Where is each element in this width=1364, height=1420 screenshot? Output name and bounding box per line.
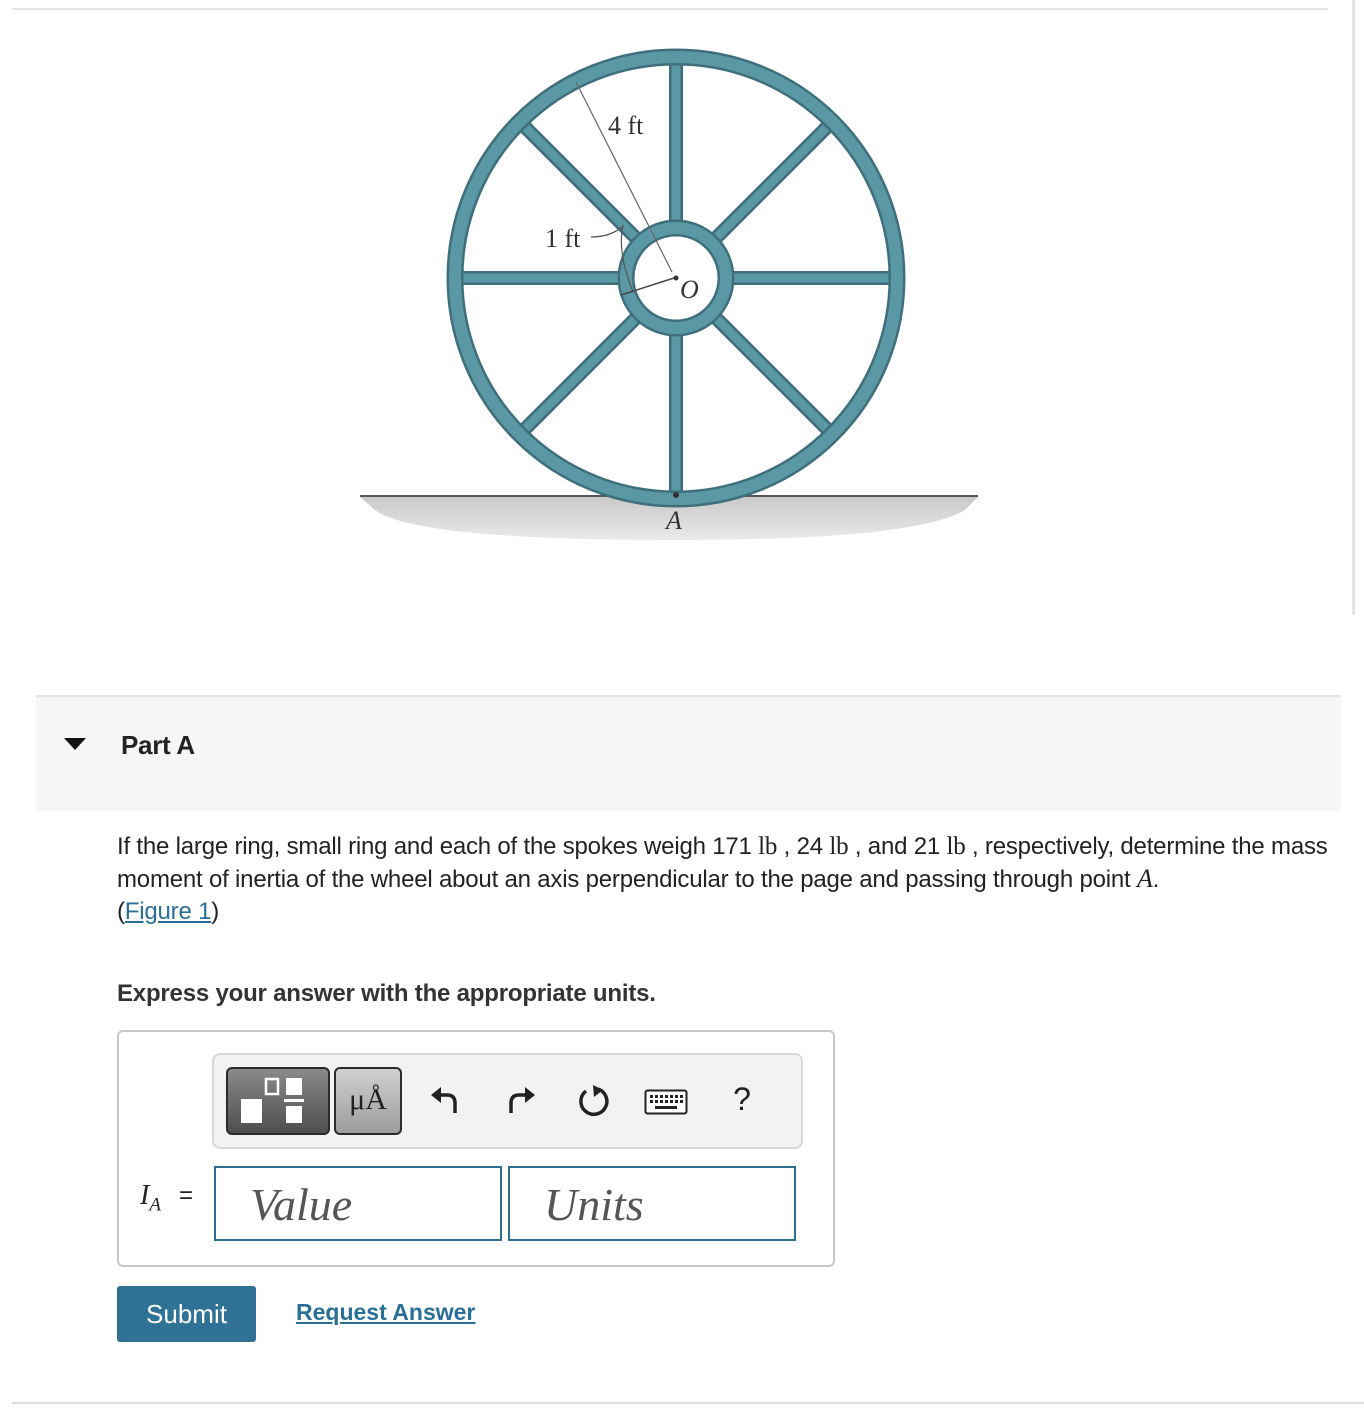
keyboard-icon (644, 1089, 688, 1115)
part-title: Part A (121, 730, 195, 760)
collapse-triangle-icon[interactable] (64, 738, 86, 750)
paren-close: ) (211, 898, 220, 925)
figure-1-link[interactable]: Figure 1 (124, 898, 212, 925)
outer-radius-label: 4 ft (608, 111, 644, 140)
undo-button[interactable] (427, 1083, 463, 1119)
undo-icon (427, 1083, 463, 1119)
value-placeholder: Value (250, 1179, 353, 1230)
scrollbar[interactable] (1352, 0, 1355, 615)
math-toolbar (212, 1053, 803, 1149)
help-button[interactable] (724, 1079, 760, 1119)
wheel-figure (355, 40, 985, 550)
submit-button[interactable]: Submit (117, 1286, 256, 1342)
answer-instruction: Express your answer with the appropriate units. (117, 980, 656, 1007)
units-button[interactable] (334, 1067, 402, 1135)
point-a-marker (673, 492, 679, 498)
value-input[interactable] (214, 1166, 502, 1241)
problem-text: , and 21 (848, 833, 947, 860)
variable-symbol: I (140, 1180, 150, 1211)
templates-button[interactable] (226, 1067, 330, 1135)
variable-label (140, 1180, 161, 1217)
unit-lb: lb (946, 833, 966, 860)
units-placeholder: Units (544, 1179, 644, 1230)
problem-text: , respectively, determine the mass moment of inertia of the wheel about an axis perpendicular to the page and passing through point (117, 833, 1328, 893)
equals-sign: = (179, 1182, 194, 1209)
unit-lb: lb (758, 833, 778, 860)
problem-text: If the large ring, small ring and each of the spokes weigh 171 (117, 833, 759, 860)
templates-icon (228, 1069, 328, 1133)
variable-subscript: A (149, 1194, 161, 1216)
help-icon: ? (733, 1081, 751, 1117)
units-icon: μÅ (349, 1083, 387, 1116)
unit-lb: lb (829, 833, 849, 860)
center-point (674, 276, 679, 281)
center-label: O (680, 275, 699, 304)
problem-statement (117, 831, 1332, 928)
reset-button[interactable] (574, 1082, 612, 1120)
top-divider (12, 8, 1328, 10)
point-a-label: A (666, 506, 682, 535)
keyboard-button[interactable] (644, 1089, 688, 1115)
answer-box (117, 1030, 835, 1267)
redo-button[interactable] (503, 1083, 539, 1119)
inner-radius-label: 1 ft (545, 224, 581, 253)
bottom-divider (12, 1402, 1364, 1404)
request-answer-link[interactable]: Request Answer (296, 1299, 476, 1325)
redo-icon (503, 1083, 539, 1119)
paren-open: ( (117, 898, 125, 925)
problem-text: . (1152, 866, 1160, 893)
reset-icon (574, 1082, 612, 1120)
problem-text: , 24 (777, 833, 830, 860)
units-input[interactable] (508, 1166, 796, 1241)
part-a-header[interactable] (36, 695, 1341, 811)
point-a-symbol: A (1136, 864, 1153, 893)
